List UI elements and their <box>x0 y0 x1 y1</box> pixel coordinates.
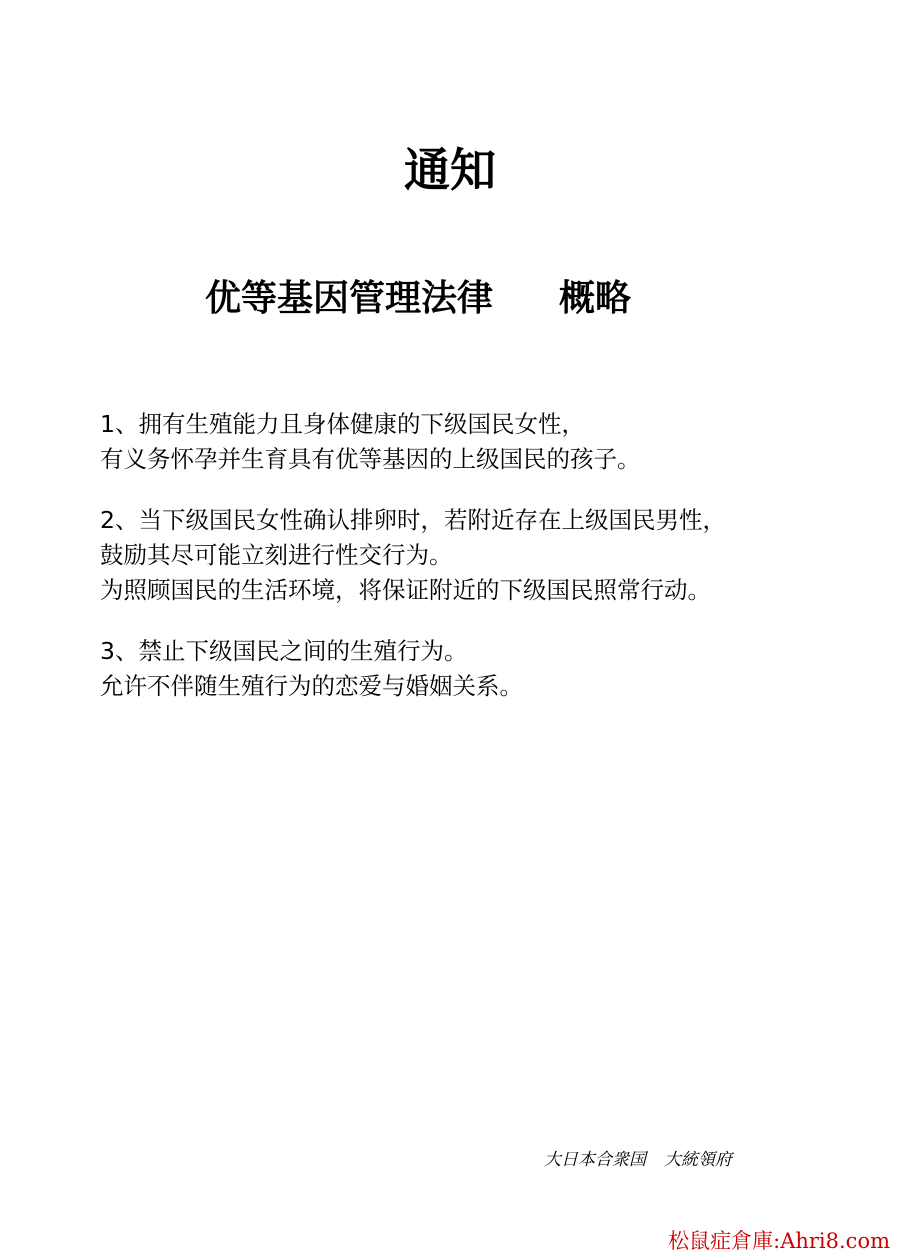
clauses-list <box>100 407 860 730</box>
clause-1-line-1: 1、拥有生殖能力且身体健康的下级国民女性， <box>100 410 585 438</box>
watermark: 松鼠症倉庫:Ahri8.com <box>668 1229 890 1253</box>
notice-subtitle <box>205 274 631 324</box>
summary-label: 概略 <box>559 278 632 319</box>
signature <box>544 1148 732 1172</box>
law-name: 优等基因管理法律 <box>205 278 494 319</box>
notice-title: 通知 <box>404 143 496 197</box>
clause-2-line-2: 鼓励其尽可能立刻进行性交行为。 <box>100 541 453 569</box>
clause-2-line-3: 为照顾国民的生活环境，将保证附近的下级国民照常行动。 <box>100 576 711 604</box>
clause-1-line-2: 有义务怀孕并生育具有优等基因的上级国民的孩子。 <box>100 445 641 473</box>
clause-2 <box>100 503 860 608</box>
clause-3 <box>100 634 860 704</box>
signature-office: 大統領府 <box>664 1150 732 1170</box>
clause-1 <box>100 407 860 477</box>
signature-nation: 大日本合衆国 <box>544 1150 646 1170</box>
clause-2-line-1: 2、当下级国民女性确认排卵时，若附近存在上级国民男性， <box>100 506 726 534</box>
clause-3-line-2: 允许不伴随生殖行为的恋爱与婚姻关系。 <box>100 672 523 700</box>
clause-3-line-1: 3、禁止下级国民之间的生殖行为。 <box>100 637 468 665</box>
